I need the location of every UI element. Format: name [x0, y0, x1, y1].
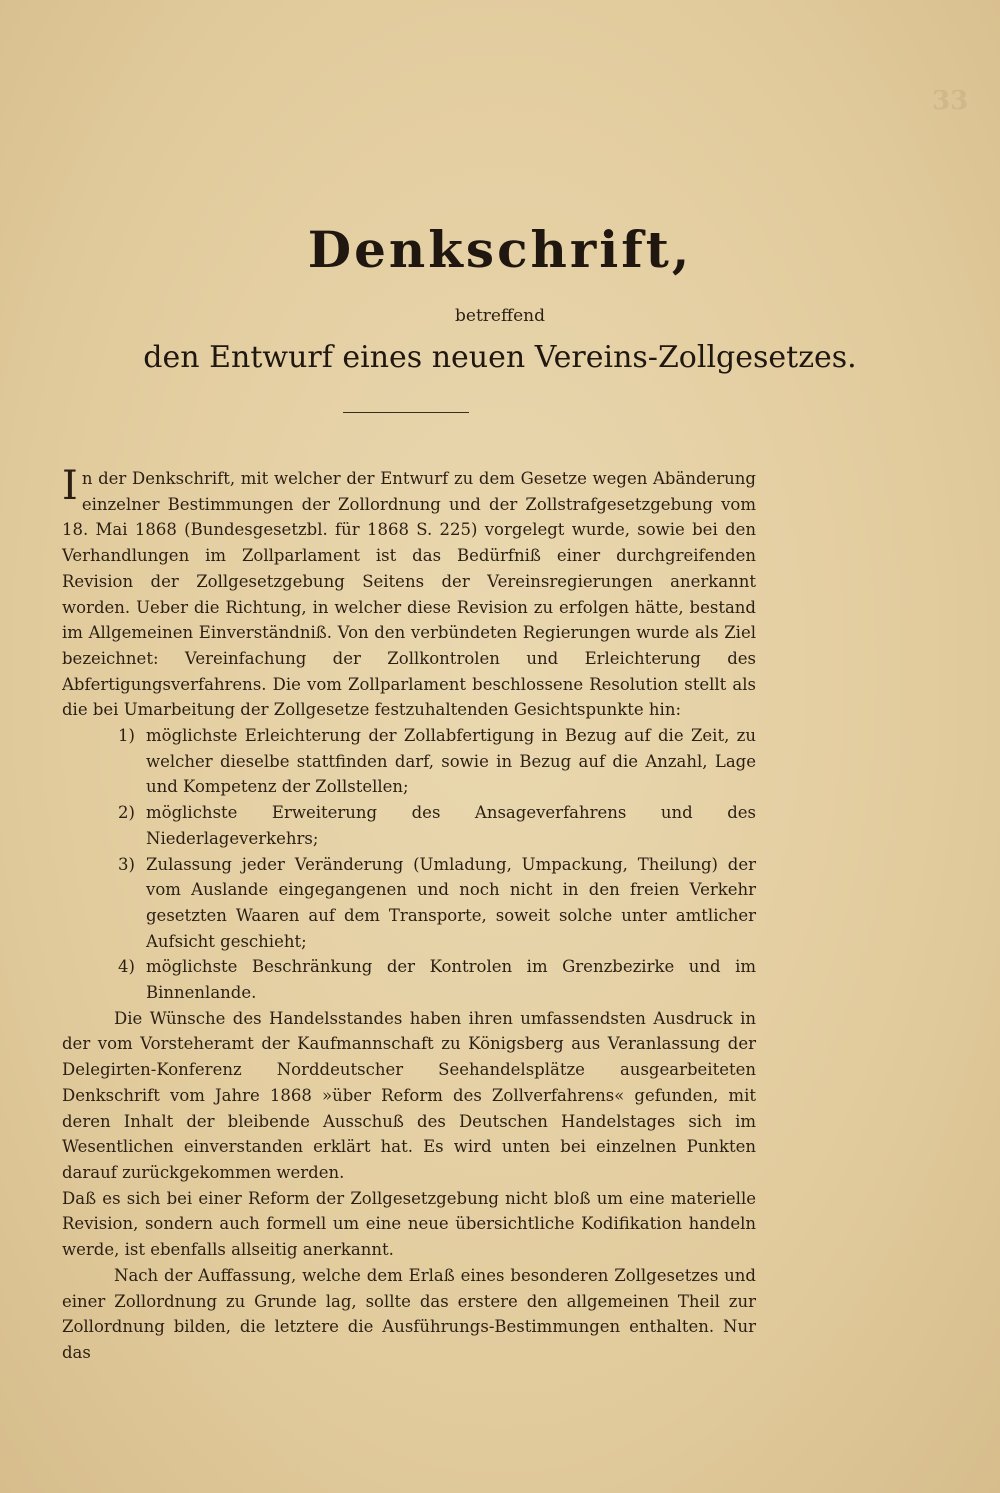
list-item-text: möglichste Erleichterung der Zollabfertigung in Bezug auf die Zeit, zu welcher dieselbe stattfinden darf, sowie in Bezug auf die Anzahl, Lage und Kompetenz der Zollstellen; — [146, 726, 756, 797]
title-divider — [343, 412, 469, 413]
list-item-text: Zulassung jeder Veränderung (Umladung, Umpackung, Theilung) der vom Auslande eingegangenen und noch nicht in den freien Verkehr gesetzten Waaren auf dem Transporte, soweit solche unter amtlicher Aufsicht geschieht; — [146, 854, 756, 951]
list-item-number: 3) — [118, 854, 135, 874]
list-item — [62, 954, 756, 1005]
paragraph-kodifikation: Daß es sich bei einer Reform der Zollgesetzgebung nicht bloß um eine materielle Revision, sondern auch formell um eine neue übersichtliche Kodifikation handeln werde, ist ebenfalls allseitig anerkannt. — [62, 1188, 756, 1260]
page-number: 33 — [932, 86, 969, 116]
list-item-text: möglichste Beschränkung der Kontrolen im Grenzbezirke und im Binnenlande. — [146, 957, 756, 1003]
list-item-text: möglichste Erweiterung des Ansageverfahrens und des Niederlageverkehrs; — [146, 803, 756, 848]
paragraph-handelsstand: Die Wünsche des Handelsstandes haben ihren umfassendsten Ausdruck in der vom Vorsteheramt der Kaufmannschaft zu Königsberg aus Veranlassung der Delegirten-Konferenz Norddeutscher Seehandelsplätze ausgearbeiteten Denkschrift vom Jahre 1868 »über Reform des Zollverfahrens« gefunden, mit deren Inhalt der bleibende Ausschuß des Deutschen Handelstages sich im Wesentlichen einverstanden erklärt hat. Es wird unten bei einzelnen Punkten darauf zurückgekommen werden. — [62, 1008, 756, 1182]
document-subtitle: den Entwurf eines neuen Vereins-Zollgesetzes. — [143, 340, 857, 375]
intro-paragraph: In der Denkschrift, mit welcher der Entwurf zu dem Gesetze wegen Abänderung einzelner Bestimmungen der Zollordnung und der Zollstrafgesetzgebung vom 18. Mai 1868 (Bundesgesetzbl. für 1868 S. 225) vorgelegt wurde, sowie bei den Verhandlungen im Zollparlament ist das Bedürfniß einer durchgreifenden Revision der Zollgesetzgebung Seitens der Vereinsregierungen anerkannt worden. Ueber die Richtung, in welcher diese Revision zu erfolgen hätte, bestand im Allgemeinen Einverständniß. Von den verbündeten Regierungen wurde als Ziel bezeichnet: Vereinfachung der Zollkontrolen und Erleichterung des Abfertigungsverfahrens. Die vom Zollparlament beschlossene Resolution stellt als die bei Umarbeitung der Zollgesetze festzuhaltenden Gesichtspunkte hin: — [62, 463, 756, 720]
list-item — [62, 800, 756, 851]
list-item — [62, 723, 756, 800]
subtitle-betreffend: betreffend — [455, 306, 545, 326]
list-item-number: 2) — [118, 803, 135, 823]
list-item-number: 4) — [118, 957, 135, 977]
document-title: Denkschrift, — [307, 220, 693, 279]
resolution-list — [62, 723, 756, 1006]
document-body — [62, 463, 756, 1366]
paragraph-auffassung: Nach der Auffassung, welche dem Erlaß eines besonderen Zollgesetzes und einer Zollordnung zu Grunde lag, sollte das erstere den allgemeinen Theil zur Zollordnung bilden, die letztere die Ausführungs-Bestimmungen enthalten. Nur das — [62, 1265, 756, 1362]
list-item-number: 1) — [118, 726, 135, 746]
list-item — [62, 852, 756, 955]
